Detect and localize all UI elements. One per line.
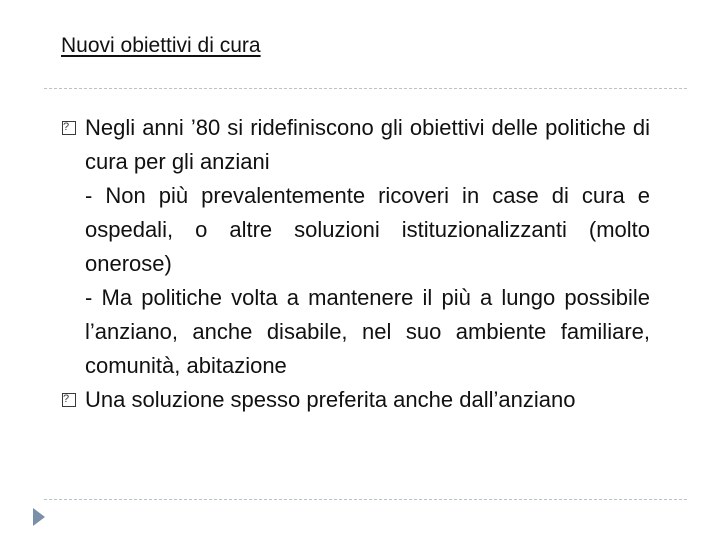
top-divider: [44, 88, 687, 89]
bullet-item: [62, 111, 650, 383]
bullet-text: Negli anni ’80 si ridefiniscono gli obiettivi delle politiche di cura per gli anziani: [85, 115, 650, 174]
triangle-right-icon: [33, 508, 45, 526]
slide-title: Nuovi obiettivi di cura: [61, 34, 261, 57]
sub-point: - Non più prevalentemente ricoveri in case di cura e ospedali, o altre soluzioni istituzionalizzanti (molto onerose): [85, 183, 650, 276]
missing-glyph-bullet-icon: [62, 121, 76, 135]
slide-content: [62, 111, 650, 417]
missing-glyph-bullet-icon: [62, 393, 76, 407]
bullet-text: Una soluzione spesso preferita anche dall’anziano: [85, 387, 576, 412]
bullet-item: [62, 383, 650, 417]
bottom-divider: [44, 499, 687, 500]
sub-point: - Ma politiche volta a mantenere il più a lungo possibile l’anziano, anche disabile, nel suo ambiente familiare, comunità, abitazione: [85, 285, 650, 378]
